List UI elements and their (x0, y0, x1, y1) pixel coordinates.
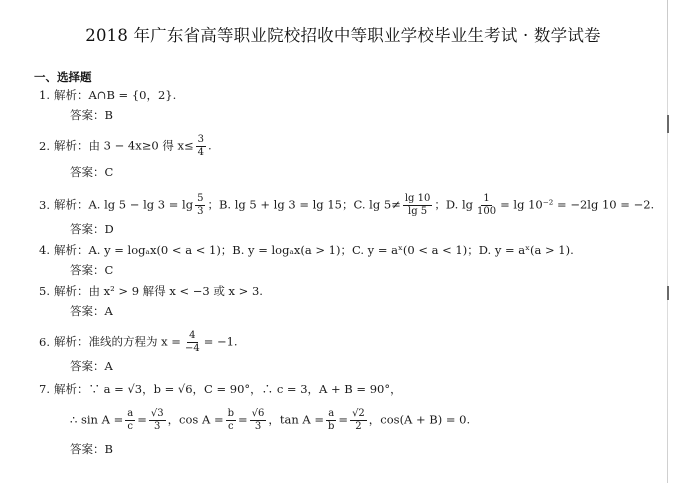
question-number: 1. (39, 88, 50, 102)
denominator: c (227, 421, 234, 432)
denominator: c (127, 421, 133, 432)
explanation-label: 解析： (54, 243, 89, 257)
denominator: 3 (154, 421, 161, 432)
numerator: b (227, 408, 234, 419)
numerator: 3 (197, 134, 204, 145)
denominator: 3 (254, 421, 262, 432)
numerator: a (328, 408, 335, 419)
section-heading: 一、选择题 (34, 70, 92, 84)
denominator: 100 (477, 206, 497, 217)
explanation-label: 解析： (54, 334, 89, 349)
question-2-explanation (30, 134, 212, 159)
denominator: lg 5 (408, 206, 428, 217)
explanation-label: 解析： (54, 197, 89, 212)
option-d-text: ；D. lg (434, 197, 473, 212)
question-3-explanation (30, 193, 654, 218)
equals-sign: = (238, 412, 248, 427)
numerator: 4 (189, 330, 196, 341)
explanation-label: 解析： (54, 88, 89, 102)
option-a-text: A. lg 5 − lg 3 = lg (88, 197, 194, 212)
question-5-answer: 答案：A (70, 304, 113, 318)
question-6-answer: 答案：A (70, 359, 113, 373)
fraction (326, 408, 336, 433)
denominator: 2 (355, 421, 362, 432)
scan-edge-line (667, 0, 668, 483)
fraction (196, 134, 206, 159)
question-5-explanation (30, 283, 263, 299)
fraction (195, 193, 205, 218)
fraction (475, 193, 498, 218)
fraction (250, 408, 267, 433)
question-7-answer: 答案：B (70, 442, 113, 456)
question-number: 4. (39, 243, 50, 257)
explanation-text: A∩B = {0，2}. (88, 88, 177, 102)
fraction (125, 408, 135, 433)
explanation-text: A. y = logₐx(0 < a < 1)；B. y = logₐx(a > 1)；C. y = aˣ(0 < a < 1)；D. y = aˣ(a > 1). (88, 243, 574, 257)
option-b-text: ；B. lg 5 + lg 3 = lg 15；C. lg 5≠ (207, 197, 401, 212)
explanation-text: 由 3 − 4x≥0 得 x≤ (88, 138, 194, 153)
denominator: −4 (184, 343, 200, 354)
question-3-answer: 答案：D (70, 222, 114, 236)
explanation-text: 由 x² > 9 解得 x < −3 或 x > 3. (88, 284, 263, 298)
numerator: lg 10 (404, 193, 431, 204)
question-2-answer: 答案：C (70, 165, 114, 179)
scan-mark (667, 115, 669, 133)
question-1-answer: 答案：B (70, 108, 113, 122)
question-number: 7. (39, 382, 50, 396)
question-number: 3. (39, 197, 50, 212)
denominator: b (328, 421, 335, 432)
question-4-explanation (30, 242, 574, 258)
numerator: √6 (251, 408, 265, 419)
numerator: √2 (352, 408, 365, 419)
explanation-text: 准线的方程为 x = (88, 334, 181, 349)
fraction (226, 408, 236, 433)
denominator: 4 (197, 147, 204, 158)
scan-mark (667, 286, 669, 300)
question-7-trig-line (70, 408, 470, 433)
explanation-label: 解析： (54, 138, 89, 153)
question-number: 2. (39, 138, 50, 153)
fraction (403, 193, 433, 218)
numerator: 1 (483, 193, 490, 204)
fraction (149, 408, 166, 433)
fraction (350, 408, 367, 433)
explanation-text: ∵ a = √3，b = √6，C = 90°，∴ c = 3，A + B = 90°， (88, 382, 402, 396)
question-7-explanation (30, 381, 402, 397)
page-title: 2018 年广东省高等职业院校招收中等职业学校毕业生考试 · 数学试卷 (85, 26, 601, 45)
explanation-text: = −1. (203, 334, 238, 349)
explanation-text: . (207, 138, 212, 153)
denominator: 3 (197, 206, 204, 217)
equals-sign: = (338, 412, 349, 427)
question-6-explanation (30, 330, 238, 355)
numerator: 5 (197, 193, 204, 204)
numerator: a (127, 408, 134, 419)
explanation-label: 解析： (54, 284, 89, 298)
numerator: √3 (150, 408, 164, 419)
cos-expression: ，cos A = (167, 412, 224, 427)
question-number: 6. (39, 334, 50, 349)
sin-expression: ∴ sin A = (70, 412, 124, 427)
question-1-explanation (30, 87, 176, 103)
explanation-label: 解析： (54, 382, 89, 396)
option-d-result: = lg 10⁻² = −2lg 10 = −2. (500, 197, 655, 212)
tan-expression: ，tan A = (268, 412, 325, 427)
fraction (183, 330, 202, 355)
equals-sign: = (137, 412, 147, 427)
question-number: 5. (39, 284, 50, 298)
question-4-answer: 答案：C (70, 263, 114, 277)
cos-sum-expression: ，cos(A + B) = 0. (368, 412, 471, 427)
